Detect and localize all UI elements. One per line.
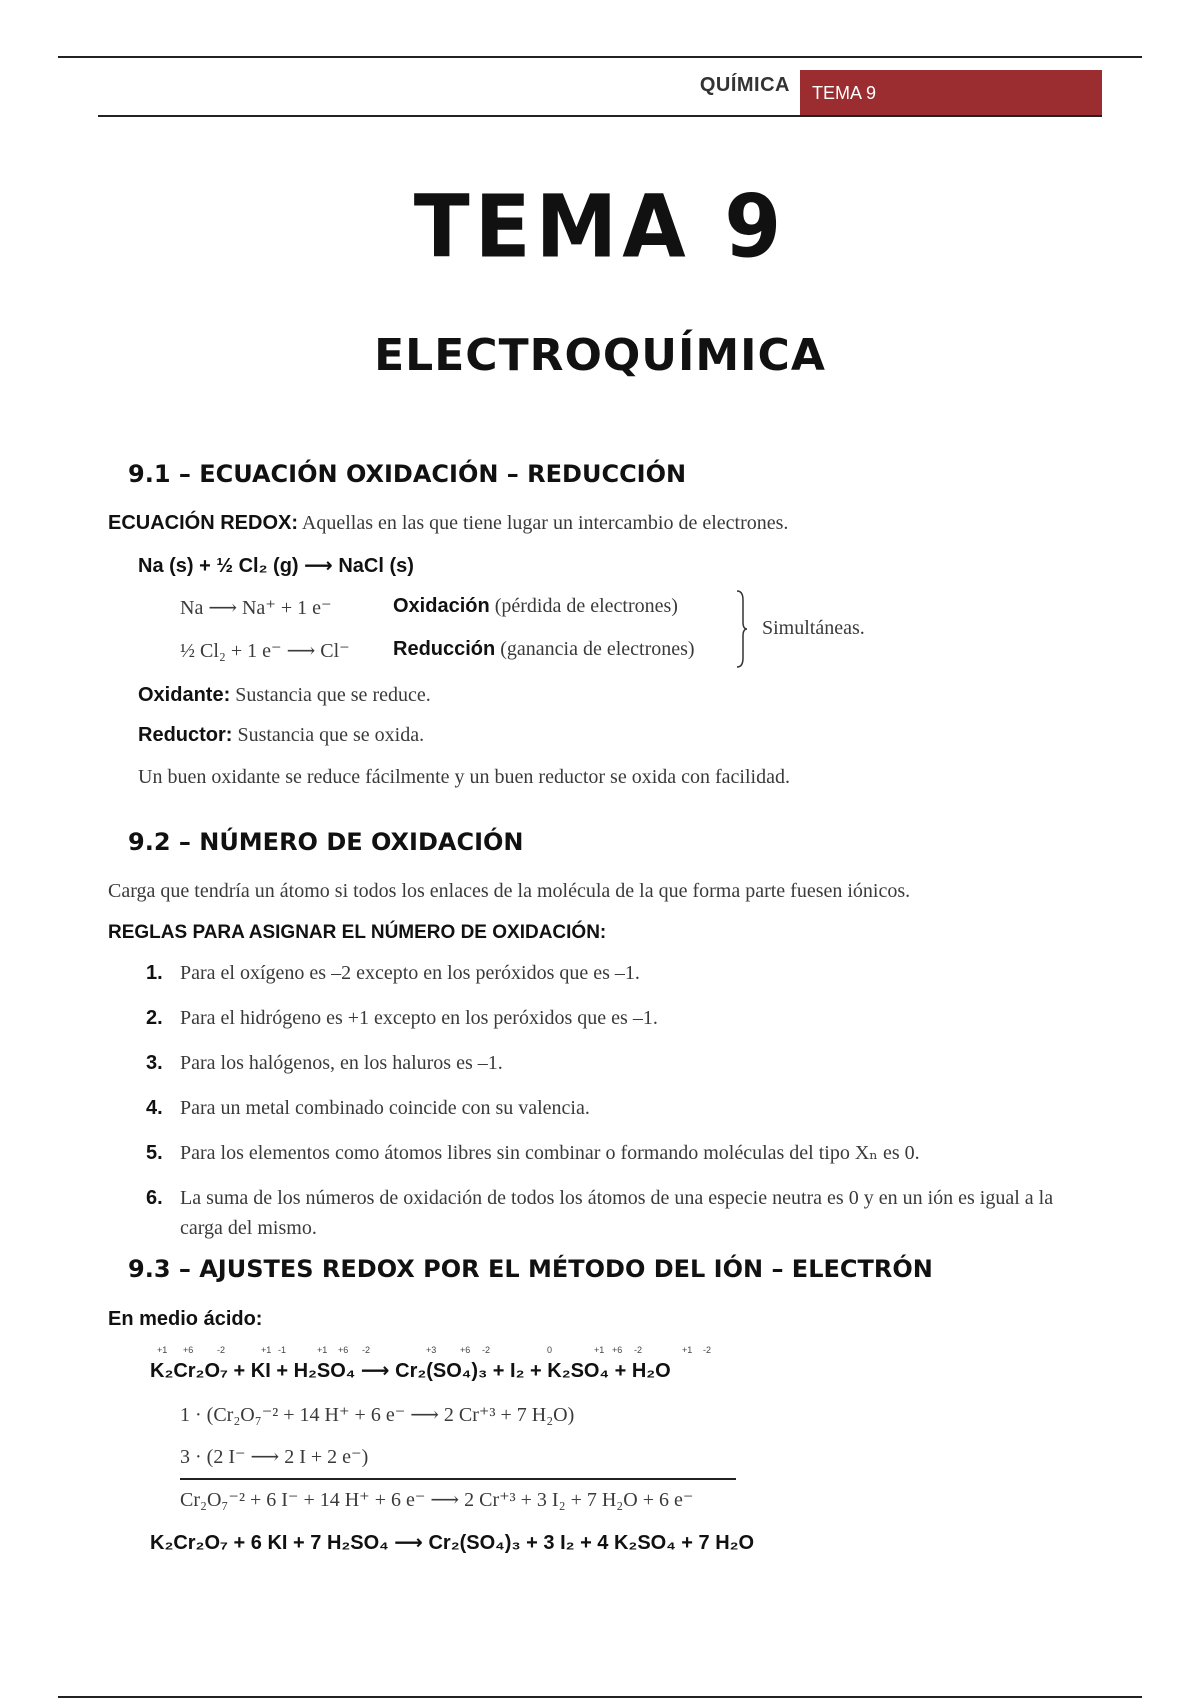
ox-number: +6	[338, 1345, 349, 1355]
reduction-term: Reducción	[393, 638, 496, 660]
list-item	[146, 1138, 1096, 1168]
redox-definition	[108, 512, 788, 535]
example-reaction: Na (s) + ½ Cl₂ (g) ⟶ NaCl (s)	[138, 555, 414, 577]
rules-title: REGLAS PARA ASIGNAR EL NÚMERO DE OXIDACIÓN:	[108, 922, 607, 943]
list-item	[146, 958, 1096, 988]
oxidant-term: Oxidante:	[138, 684, 231, 706]
ox-number: -2	[217, 1345, 226, 1355]
reductant-definition	[138, 724, 424, 747]
oxidation-desc: (pérdida de electrones)	[489, 595, 678, 617]
oxidation-term: Oxidación	[393, 595, 490, 617]
oxidation-label	[393, 595, 678, 618]
ox-number: -2	[482, 1345, 491, 1355]
section-heading-9-3: 9.3 – AJUSTES REDOX POR EL MÉTODO DEL IÓN – ELECTRÓN	[128, 1255, 933, 1283]
simultaneous-label: Simultáneas.	[762, 617, 865, 639]
ox-number: +1	[261, 1345, 272, 1355]
half-reaction-reduction: ½ Cl₂ + 1 e⁻ ⟶ Cl⁻	[180, 640, 350, 662]
rule-text: Para el oxígeno es –2 excepto en los peróxidos que es –1.	[180, 962, 640, 984]
acid-medium-label: En medio ácido:	[108, 1308, 263, 1330]
unbalanced-equation: K₂Cr₂O₇ + KI + H₂SO₄ ⟶ Cr₂(SO₄)₃ + I₂ + K₂SO₄ + H₂O	[150, 1360, 671, 1382]
ox-number: +1	[682, 1345, 693, 1355]
rule-number: 2.	[146, 1007, 163, 1029]
ox-number: 0	[547, 1345, 553, 1355]
ox-number: +6	[612, 1345, 623, 1355]
ox-number: +3	[426, 1345, 437, 1355]
oxidant-note: Un buen oxidante se reduce fácilmente y un buen reductor se oxida con facilidad.	[138, 766, 790, 788]
sum-divider	[180, 1478, 736, 1480]
ox-number: +6	[460, 1345, 471, 1355]
rule-text: Para los elementos como átomos libres sin combinar o formando moléculas del tipo Xₙ es 0.	[180, 1142, 920, 1164]
list-item	[146, 1183, 1096, 1243]
page-title: TEMA 9	[413, 177, 787, 278]
ox-number: +1	[317, 1345, 328, 1355]
redox-definition-text: Aquellas en las que tiene lugar un intercambio de electrones.	[298, 512, 789, 534]
ionic-sum-equation: Cr₂O₇⁻² + 6 I⁻ + 14 H⁺ + 6 e⁻ ⟶ 2 Cr⁺³ + 3 I₂ + 7 H₂O + 6 e⁻	[180, 1489, 694, 1511]
list-item	[146, 1093, 1096, 1123]
balanced-equation: K₂Cr₂O₇ + 6 KI + 7 H₂SO₄ ⟶ Cr₂(SO₄)₃ + 3 I₂ + 4 K₂SO₄ + 7 H₂O	[150, 1532, 755, 1554]
reductant-term: Reductor:	[138, 724, 233, 746]
header-subject: QUÍMICA	[699, 74, 790, 96]
rule-number: 4.	[146, 1097, 163, 1119]
right-brace-icon	[736, 590, 748, 668]
rule-text: La suma de los números de oxidación de todos los átomos de una especie neutra es 0 y en un ión es igual a la carga del mismo.	[180, 1187, 1054, 1239]
page-subtitle: ELECTROQUÍMICA	[374, 330, 826, 381]
ox-number: +6	[183, 1345, 194, 1355]
ox-number: -2	[362, 1345, 371, 1355]
ox-number: +1	[157, 1345, 168, 1355]
rules-list	[146, 958, 1096, 1258]
rule-number: 6.	[146, 1187, 163, 1209]
half-reaction-oxidation: Na ⟶ Na⁺ + 1 e⁻	[180, 597, 332, 619]
header-rule	[98, 115, 1102, 117]
half-equation-1: 1 · (Cr₂O₇⁻² + 14 H⁺ + 6 e⁻ ⟶ 2 Cr⁺³ + 7 H₂O)	[180, 1404, 575, 1426]
section-heading-9-1: 9.1 – ECUACIÓN OXIDACIÓN – REDUCCIÓN	[128, 460, 687, 488]
rule-number: 1.	[146, 962, 163, 984]
half-equation-2: 3 · (2 I⁻ ⟶ 2 I + 2 e⁻)	[180, 1446, 369, 1468]
oxidant-text: Sustancia que se reduce.	[230, 684, 431, 706]
list-item	[146, 1003, 1096, 1033]
reductant-text: Sustancia que se oxida.	[232, 724, 425, 746]
top-rule	[58, 56, 1142, 58]
rule-text: Para el hidrógeno es +1 excepto en los peróxidos que es –1.	[180, 1007, 658, 1029]
rule-text: Para los halógenos, en los haluros es –1.	[180, 1052, 503, 1074]
reduction-label	[393, 638, 695, 661]
ox-number: +1	[594, 1345, 605, 1355]
ox-number: -1	[278, 1345, 287, 1355]
bottom-rule	[58, 1696, 1142, 1698]
oxidant-definition	[138, 684, 431, 707]
rule-number: 3.	[146, 1052, 163, 1074]
header-badge: TEMA 9	[800, 70, 1102, 116]
rule-number: 5.	[146, 1142, 163, 1164]
rule-text: Para un metal combinado coincide con su valencia.	[180, 1097, 590, 1119]
oxidation-number-definition: Carga que tendría un átomo si todos los enlaces de la molécula de la que forma parte fuesen iónicos.	[108, 880, 911, 902]
redox-definition-label: ECUACIÓN REDOX:	[108, 512, 299, 534]
list-item	[146, 1048, 1096, 1078]
reduction-desc: (ganancia de electrones)	[495, 638, 695, 660]
ox-number: -2	[703, 1345, 712, 1355]
ox-number: -2	[634, 1345, 643, 1355]
section-heading-9-2: 9.2 – NÚMERO DE OXIDACIÓN	[128, 828, 524, 856]
